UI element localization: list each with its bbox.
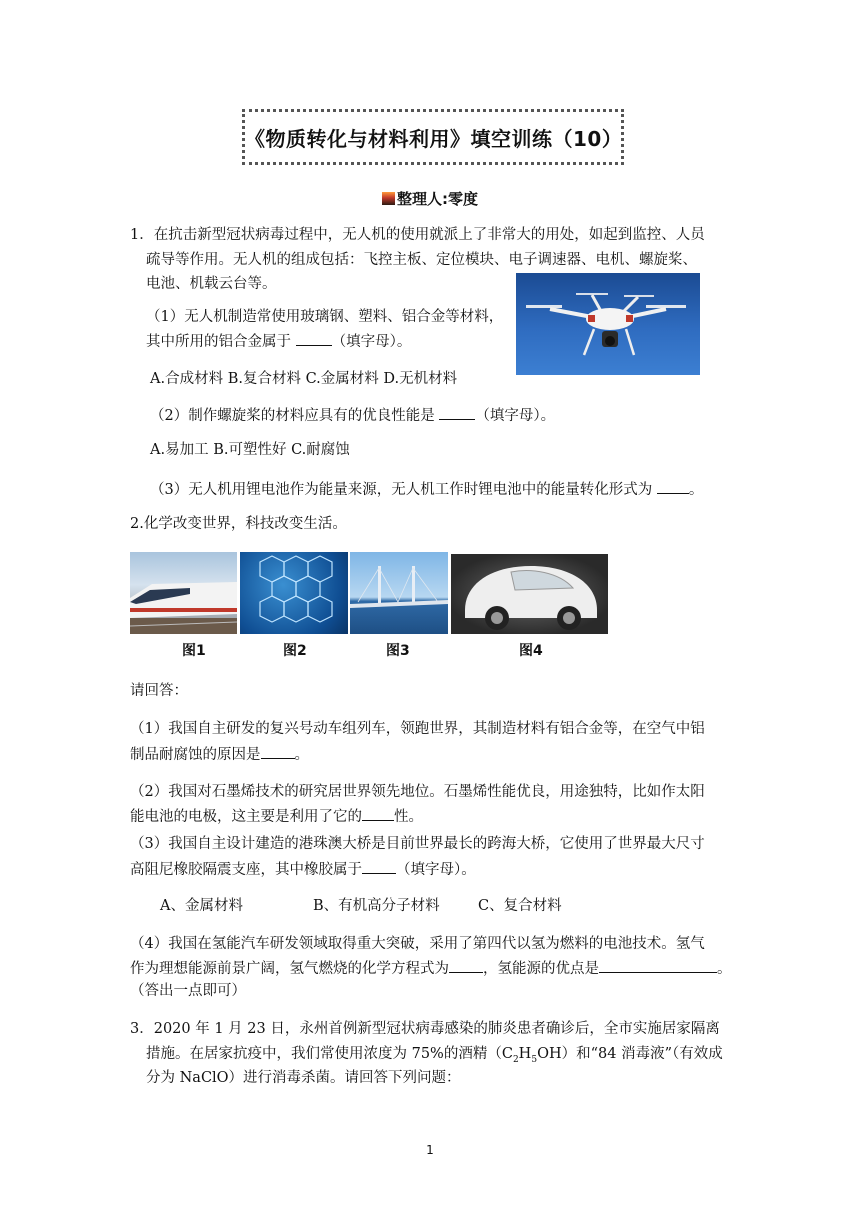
q2-part3-a: （3）我国自主设计建造的港珠澳大桥是目前世界最长的跨海大桥，它使用了世界最大尺寸	[130, 836, 705, 852]
figure-4-caption: 图4	[519, 643, 543, 659]
q1-part3: （3）无人机用锂电池作为能量来源，无人机工作时锂电池中的能量转化形式为 。	[150, 479, 703, 500]
q2-option-c: C、复合材料	[478, 898, 562, 914]
q1-line1: 1．在抗击新型冠状病毒过程中，无人机的使用就派上了非常大的用处，如起到监控、人员	[130, 227, 705, 243]
q2-intro: 2.化学改变世界，科技改变生活。	[130, 516, 347, 532]
q1-part1-b: 其中所用的铝合金属于 （填字母）。	[146, 331, 411, 352]
q2-option-a: A、金属材料	[160, 898, 243, 914]
q2-part4-b: 作为理想能源前景广阔，氢气燃烧的化学方程式为 ，氢能源的优点是 。	[130, 958, 732, 979]
answer-blank[interactable]	[439, 405, 475, 420]
q1-part2: （2）制作螺旋桨的材料应具有的优良性能是 （填字母）。	[150, 405, 555, 426]
figure-3-bridge-image	[350, 552, 448, 634]
q1-options-2: A.易加工 B.可塑性好 C.耐腐蚀	[150, 442, 350, 458]
q2-part2-a: （2）我国对石墨烯技术的研究居世界领先地位。石墨烯性能优良，用途独特，比如作太阳	[130, 784, 705, 800]
answer-blank[interactable]	[362, 859, 396, 874]
q2-part2-b: 能电池的电极，这主要是利用了它的 性。	[130, 806, 423, 827]
q2-part4-c: （答出一点即可）	[130, 983, 246, 999]
q2-part1-b: 制品耐腐蚀的原因是 。	[130, 744, 309, 765]
answer-blank[interactable]	[449, 958, 483, 973]
figure-1-caption: 图1	[182, 643, 206, 659]
answer-blank[interactable]	[362, 806, 394, 821]
figure-1-train-image	[130, 552, 237, 634]
page-number: 1	[426, 1143, 434, 1157]
q1-options-1: A.合成材料 B.复合材料 C.金属材料 D.无机材料	[150, 371, 458, 387]
q3-line2: 措施。在居家抗疫中，我们常使用浓度为 75%的酒精$(C_2H_5OH)$和“84 消毒液”（有效成	[146, 1046, 723, 1065]
answer-blank[interactable]	[296, 331, 332, 346]
figure-2-graphene-image	[240, 552, 348, 634]
q2-part1-a: （1）我国自主研发的复兴号动车组列车，领跑世界，其制造材料有铝合金等，在空气中铝	[130, 721, 705, 737]
figure-2-caption: 图2	[283, 643, 307, 659]
q1-part1-a: （1）无人机制造常使用玻璃钢、塑料、铝合金等材料，	[146, 309, 504, 325]
author-logo-icon	[382, 192, 395, 205]
q1-line3: 电池、机载云台等。	[146, 276, 277, 292]
answer-blank[interactable]	[599, 958, 717, 973]
q2-part3-b: 高阻尼橡胶隔震支座，其中橡胶属于 （填字母）。	[130, 859, 476, 880]
page-title: 《物质转化与材料利用》填空训练（10）	[242, 109, 624, 165]
q3-line3: 分为 NaClO）进行消毒杀菌。请回答下列问题：	[146, 1070, 461, 1086]
figure-3-caption: 图3	[386, 643, 410, 659]
answer-blank[interactable]	[261, 744, 295, 759]
figure-4-hydrogen-car-image	[451, 554, 608, 634]
q3-line1: 3．2020 年 1 月 23 日，永州首例新型冠状病毒感染的肺炎患者确诊后，全市实施居家隔离	[130, 1021, 720, 1037]
q2-ask: 请回答：	[130, 683, 188, 699]
answer-blank[interactable]	[657, 479, 689, 494]
q2-option-b: B、有机高分子材料	[313, 898, 440, 914]
author-line: 整理人:零度	[0, 188, 860, 209]
q1-line2: 疏导等作用。无人机的组成包括：飞控主板、定位模块、电子调速器、电机、螺旋桨、	[146, 252, 697, 268]
drone-image	[516, 273, 700, 375]
q2-part4-a: （4）我国在氢能汽车研发领域取得重大突破，采用了第四代以氢为燃料的电池技术。氢气	[130, 936, 705, 952]
